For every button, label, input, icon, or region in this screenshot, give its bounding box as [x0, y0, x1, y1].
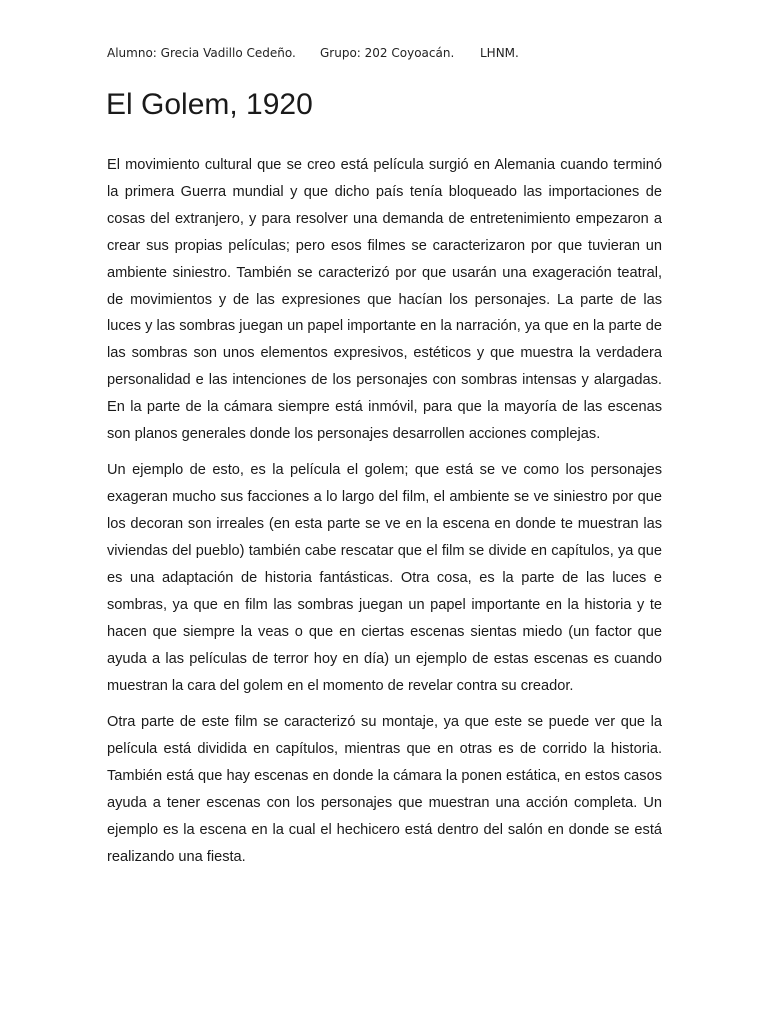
document-header: [107, 46, 519, 60]
header-code: LHNM.: [480, 46, 519, 60]
paragraph-3: Otra parte de este film se caracterizó su montaje, ya que este se puede ver que la película está dividida en capítulos, mientras que en otras es de corrido la historia. También está que hay escenas en donde la cámara la ponen estática, en estos casos ayuda a tener escenas con los personajes que muestran una acción completa. Un ejemplo es la escena en la cual el hechicero está dentro del salón en donde se está realizando una fiesta.: [107, 714, 662, 865]
paragraph-2: Un ejemplo de esto, es la película el golem; que está se ve como los personajes exageran mucho sus facciones a lo largo del film, el ambiente se ve siniestro por que los decoran son irreales (en esta parte se ve en la escena en donde te muestran las viviendas del pueblo) también cabe rescatar que el film se divide en capítulos, ya que es una adaptación de historia fantásticas. Otra cosa, es la parte de las luces e sombras, ya que en film las sombras juegan un papel importante en la historia y te hacen que siempre la veas o que en ciertas escenas sientas miedo (un factor que ayuda a las películas de terror hoy en día) un ejemplo de estas escenas es cuando muestran la cara del golem en el momento de revelar contra su creador.: [107, 462, 662, 694]
header-student: Alumno: Grecia Vadillo Cedeño.: [107, 46, 296, 60]
paragraph-1: El movimiento cultural que se creo está película surgió en Alemania cuando terminó la primera Guerra mundial y que dicho país tenía bloqueado las importaciones de cosas del extranjero, y para resolver una demanda de entretenimiento empezaron a crear sus propias películas; pero esos filmes se caracterizaron por que tuvieran un ambiente siniestro. También se caracterizó por que usarán una exageración teatral, de movimientos y de las expresiones que hacían los personajes. La parte de las luces y las sombras juegan un papel importante en la narración, ya que en la parte de las sombras son unos elementos expresivos, estéticos y que muestra la verdadera personalidad e las intenciones de los personajes con sombras intensas y alargadas. En la parte de la cámara siempre está inmóvil, para que la mayoría de las escenas son planos generales donde los personajes desarrollen acciones complejas.: [107, 157, 662, 443]
header-group: Grupo: 202 Coyoacán.: [320, 46, 455, 60]
document-title: El Golem, 1920: [106, 88, 313, 121]
document-body: [107, 152, 662, 880]
